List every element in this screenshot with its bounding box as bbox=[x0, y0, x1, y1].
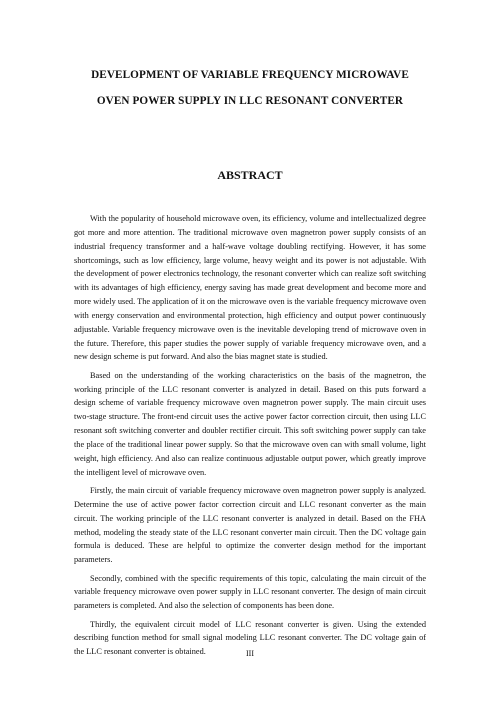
abstract-paragraph-5: Thirdly, the equivalent circuit model of LLC resonant converter is given. Using the extended describing function method for small signal modeling LLC resonant converter. The DC voltage gain of the LLC resonant converter is obtained. bbox=[74, 619, 426, 657]
thesis-title-line-2: OVEN POWER SUPPLY IN LLC RESONANT CONVERTER bbox=[96, 95, 404, 107]
thesis-title-line-1: DEVELOPMENT OF VARIABLE FREQUENCY MICROWAVE bbox=[91, 69, 409, 81]
abstract-paragraph-4: Secondly, combined with the specific requirements of this topic, calculating the main circuit of the variable frequency microwave oven power supply in LLC resonant converter. The design of main circuit parameters is completed. And also the selection of components has been done. bbox=[74, 573, 426, 611]
abstract-paragraph-3: Firstly, the main circuit of variable frequency microwave oven magnetron power supply is analyzed. Determine the use of active power factor correction circuit and LLC resonant converter as the main circuit. The working principle of the LLC resonant converter is analyzed in detail. Based on the FHA method, modeling the steady state of the LLC resonant converter main circuit. Then the DC voltage gain formula is deduced. These are helpful to optimize the converter design method for the important parameters. bbox=[74, 486, 426, 565]
abstract-paragraph-2: Based on the understanding of the working characteristics on the basis of the magnetron, the working principle of the LLC resonant converter is analyzed in detail. Based on this puts forward a design scheme of variable frequency microwave oven magnetron power supply. The main circuit uses two-stage structure. The front-end circuit uses the active power factor correction circuit, then using LLC resonant soft switching converter and doubler rectifier circuit. This soft switching power supply can take the place of the traditional linear power supply. So that the microwave oven can with small volume, light weight, high efficiency. And also can realize continuous adjustable output power, which greatly improve the intelligent level of microwave oven. bbox=[74, 370, 426, 477]
abstract-paragraph-1: With the popularity of household microwave oven, its efficiency, volume and intellectualized degree got more and more attention. The traditional microwave oven magnetron power supply consists of an industrial frequency transformer and a half-wave voltage doubling rectifying. However, it has some shortcomings, such as low efficiency, large volume, heavy weight and its power is not adjustable. With the development of power electronics technology, the resonant converter which can realize soft switching with its advantages of high efficiency, energy saving has made great development and become more and more widely used. The application of it on the microwave oven is the variable frequency microwave oven with energy conservation and environmental protection, high efficiency and output power continuously adjustable. Variable frequency microwave oven is the inevitable developing trend of microwave oven in the future. Therefore, this paper studies the power supply of variable frequency microwave oven, and a new design scheme is put forward. And also the bias magnet state is studied. bbox=[74, 214, 426, 362]
abstract-body bbox=[74, 212, 426, 664]
page-number: III bbox=[246, 649, 254, 658]
abstract-heading: ABSTRACT bbox=[217, 168, 283, 182]
